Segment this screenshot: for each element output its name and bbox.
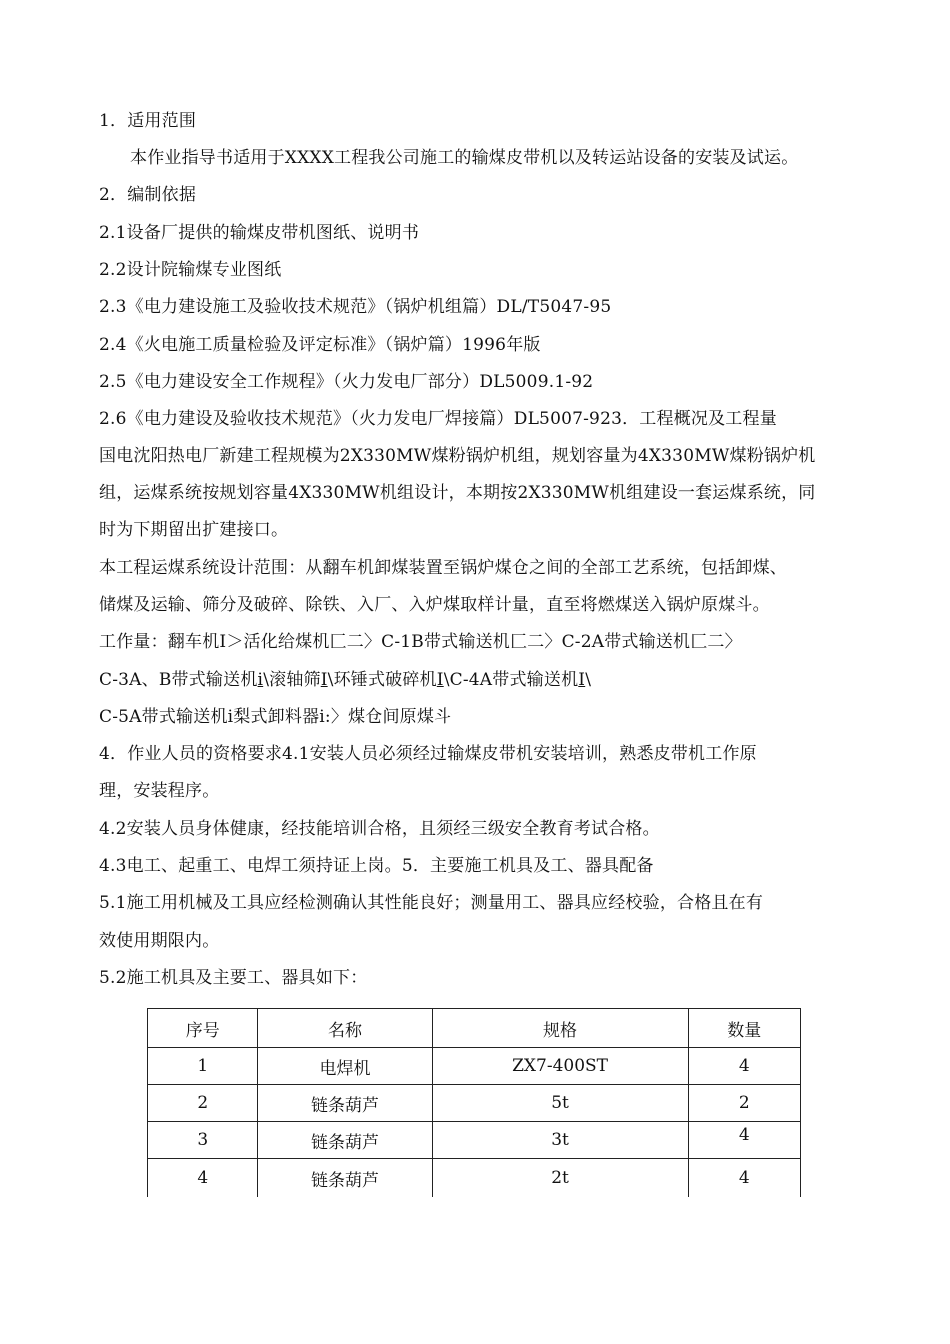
cell-spec: ZX7-400ST [432,1048,688,1085]
design-scope-line-1: 本工程运煤系统设计范围：从翻车机卸煤装置至锅炉煤仓之间的全部工艺系统，包括卸煤、 [99,558,787,578]
qualification-4-2: 4.2安装人员身体健康，经技能培训合格，且须经三级安全教育考试合格。 [99,819,660,839]
table-row [148,1048,801,1085]
cell-name: 电焊机 [258,1048,432,1085]
basis-item-2-2: 2.2设计院输煤专业图纸 [99,260,282,280]
overview-line-3: 时为下期留出扩建接口。 [99,520,289,540]
cell-quantity: 2 [688,1085,801,1122]
scope-paragraph: 本作业指导书适用于XXXX工程我公司施工的输煤皮带机以及转运站设备的安装及试运。 [130,148,799,168]
cell-index: 4 [148,1159,258,1198]
workload-line-3: C-5A带式输送机i梨式卸料器i:〉煤仓间原煤斗 [99,707,452,727]
heading-basis: 2．编制依据 [99,185,197,205]
header-spec: 规格 [432,1009,688,1048]
cell-quantity [688,1122,801,1159]
basis-item-2-3: 2.3《电力建设施工及验收技术规范》（锅炉机组篇）DL/T5047-95 [99,297,612,317]
basis-item-2-1: 2.1设备厂提供的输煤皮带机图纸、说明书 [99,223,420,243]
cell-index: 2 [148,1085,258,1122]
tools-table [147,1008,801,1197]
qualification-line-2: 理，安装程序。 [99,781,220,801]
header-quantity: 数量 [688,1009,801,1048]
qualification-line-1: 4．作业人员的资格要求4.1安装人员必须经过输煤皮带机安装培训，熟悉皮带机工作原 [99,744,757,764]
header-index: 序号 [148,1009,258,1048]
cell-spec: 2t [432,1159,688,1198]
header-name: 名称 [258,1009,432,1048]
table-header-row [148,1009,801,1048]
workload-line-1: 工作量：翻车机I＞活化给煤机匚二〉C-1B带式输送机匚二〉C-2A带式输送机匚二〉 [99,632,742,652]
heading-scope: 1．适用范围 [99,111,197,131]
tools-5-2: 5.2施工机具及主要工、器具如下： [99,968,368,988]
cell-index: 3 [148,1122,258,1159]
cell-name: 链条葫芦 [258,1159,432,1198]
cell-spec: 5t [432,1085,688,1122]
basis-item-2-4: 2.4《火电施工质量检验及评定标准》（锅炉篇）1996年版 [99,335,541,355]
design-scope-line-2: 储煤及运输、筛分及破碎、除铁、入厂、入炉煤取样计量，直至将燃煤送入锅炉原煤斗。 [99,595,770,615]
cell-quantity: 4 [688,1048,801,1085]
tools-5-1-line-2: 效使用期限内。 [99,931,220,951]
cell-index: 1 [148,1048,258,1085]
cell-name: 链条葫芦 [258,1085,432,1122]
tools-5-1-line-1: 5.1施工用机械及工具应经检测确认其性能良好；测量用工、器具应经校验，合格且在有 [99,893,764,913]
qualification-4-3: 4.3电工、起重工、电焊工须持证上岗。5．主要施工机具及工、器具配备 [99,856,654,876]
workload-line-2: C-3A、B带式输送机i\滚轴筛I\环锤式破碎机I\C-4A带式输送机I\ [99,670,592,690]
table-row [148,1085,801,1122]
table-row [148,1122,801,1159]
table-row [148,1159,801,1198]
cell-quantity-value: 4 [738,1125,750,1145]
basis-item-2-6: 2.6《电力建设及验收技术规范》（火力发电厂焊接篇）DL5007-923．工程概况及工程量 [99,409,777,429]
overview-line-2: 组，运煤系统按规划容量4X330MW机组设计，本期按2X330MW机组建设一套运煤系统，同 [99,483,816,503]
cell-name: 链条葫芦 [258,1122,432,1159]
cell-spec: 3t [432,1122,688,1159]
cell-quantity: 4 [688,1159,801,1198]
overview-line-1: 国电沈阳热电厂新建工程规模为2X330MW煤粉锅炉机组，规划容量为4X330MW煤粉锅炉机 [99,446,816,466]
basis-item-2-5: 2.5《电力建设安全工作规程》（火力发电厂部分）DL5009.1-92 [99,372,594,392]
